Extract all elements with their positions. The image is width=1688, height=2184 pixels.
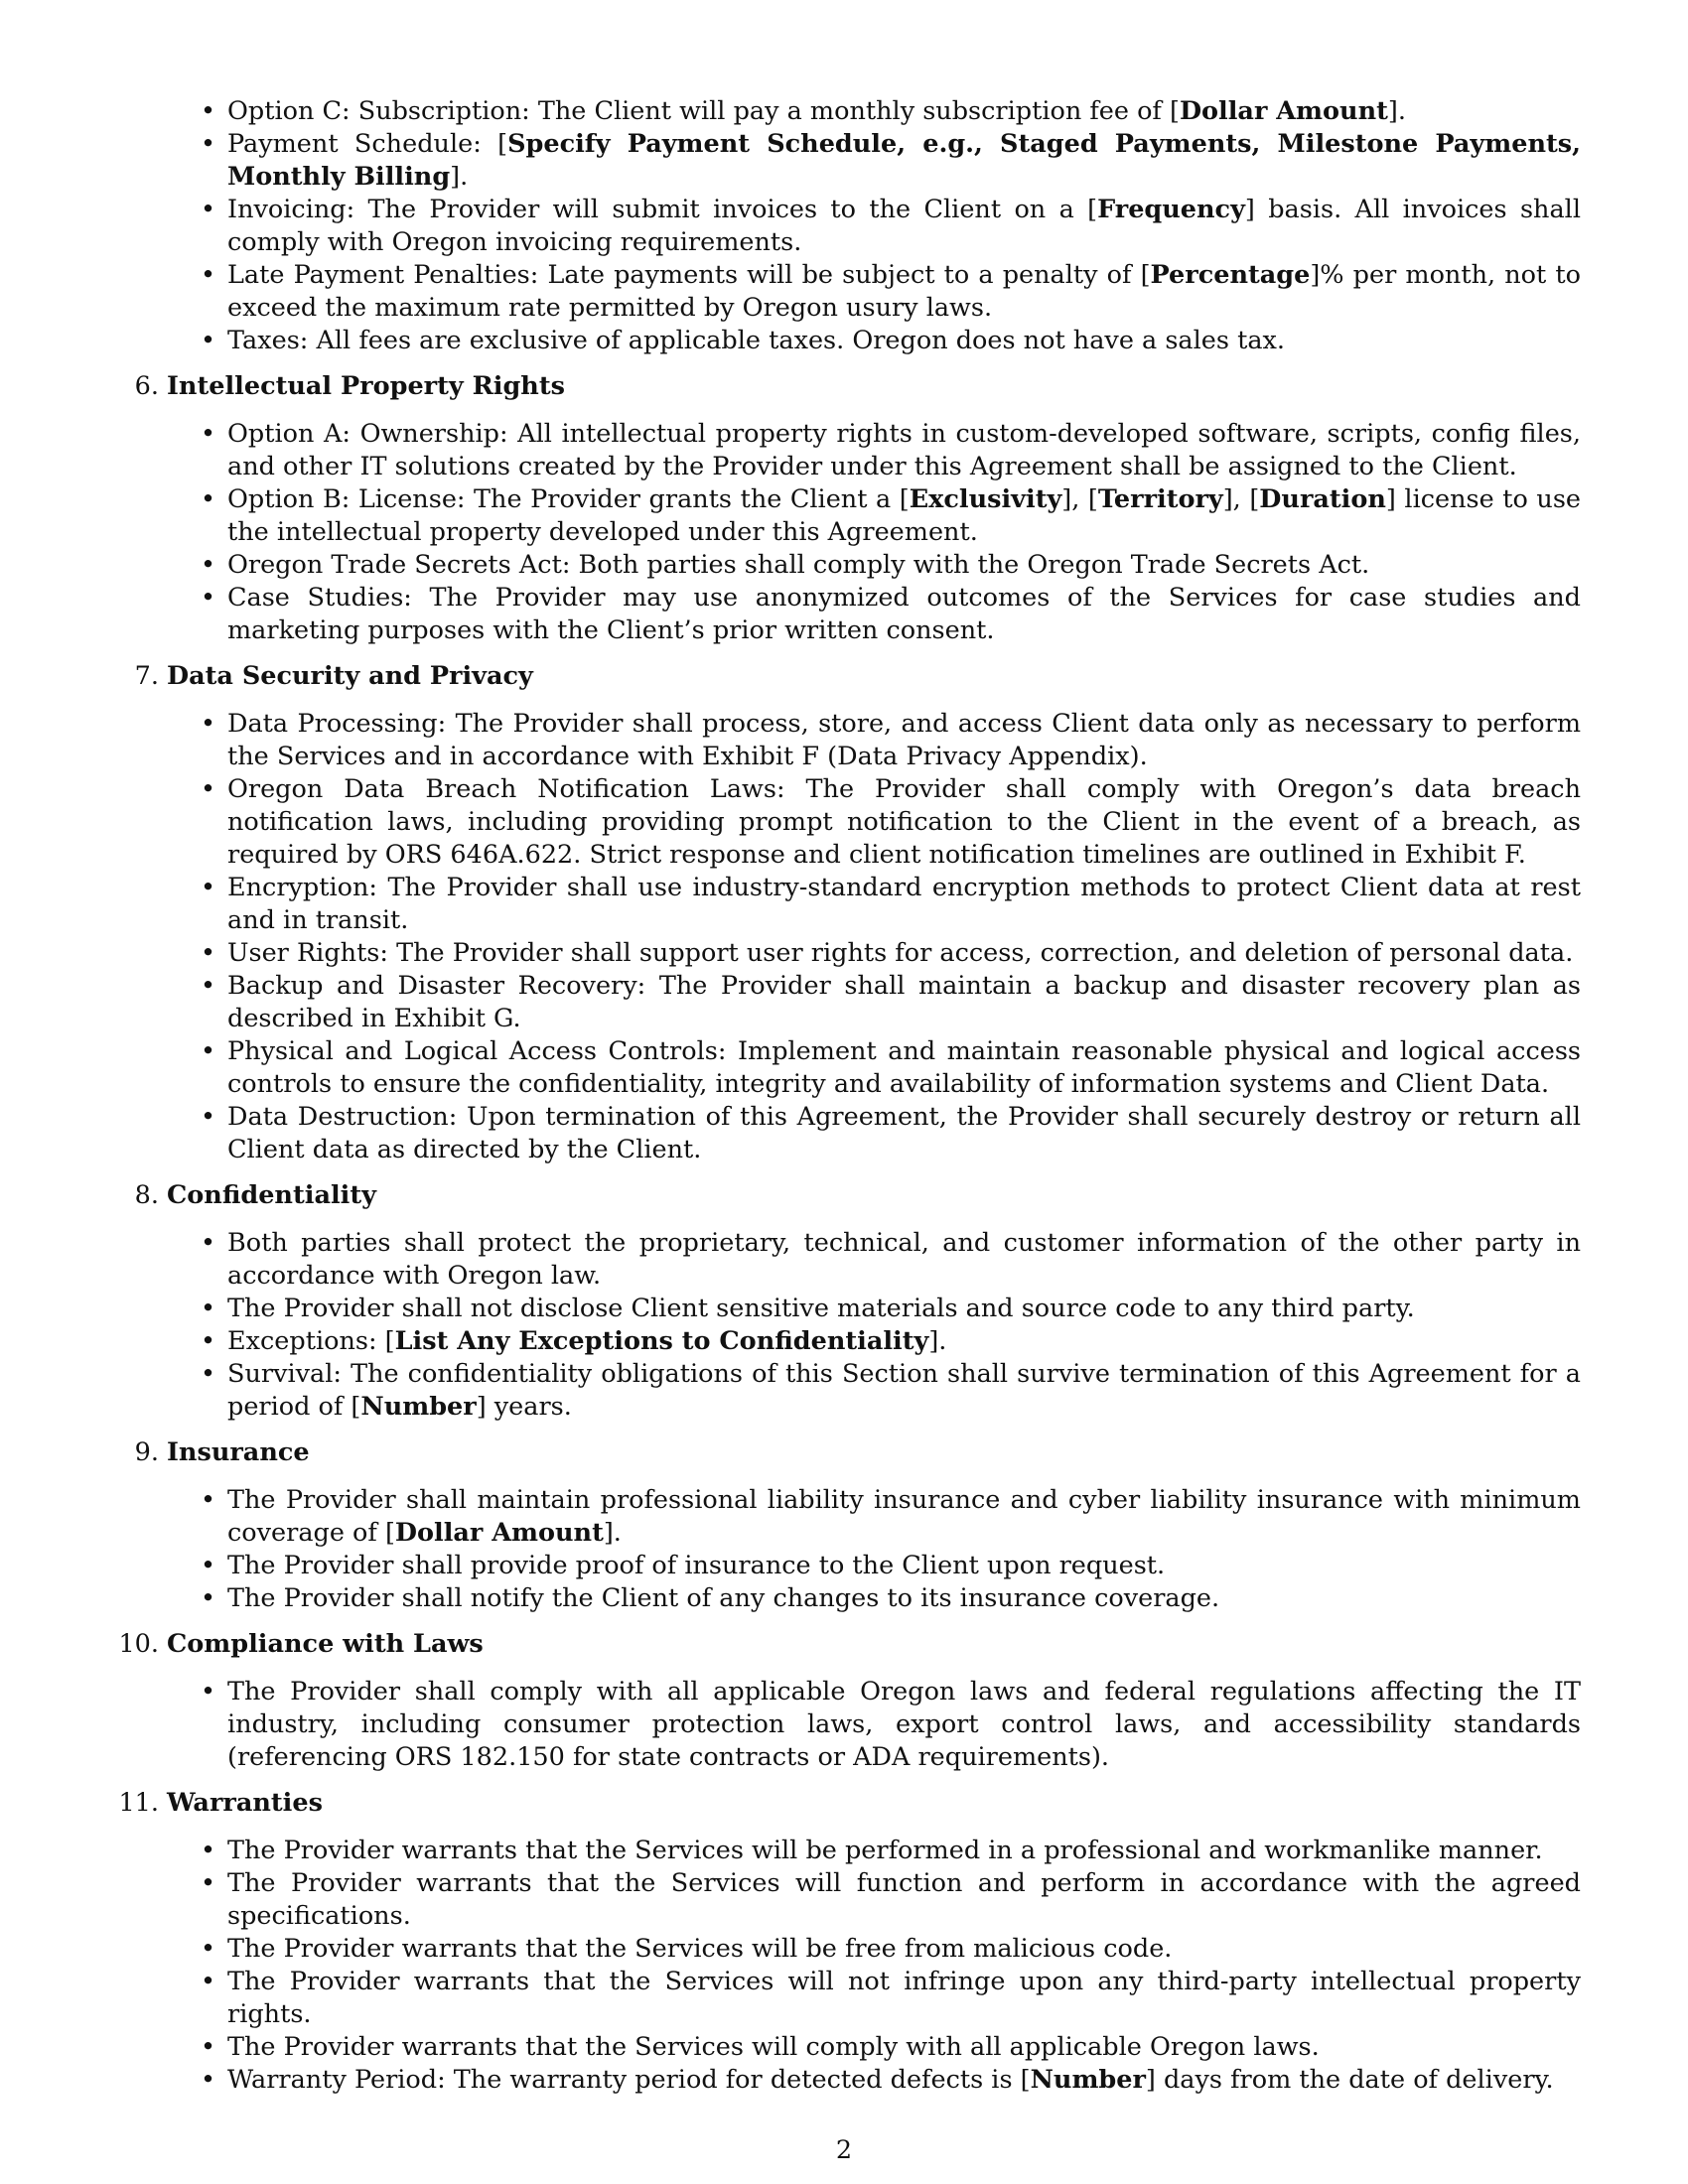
section-list — [167, 1484, 1581, 1615]
list-item: • Option C: Subscription: The Client will pay a monthly subscription fee of [Dollar Amount]. — [167, 95, 1581, 128]
page-number: 2 — [835, 2135, 853, 2165]
section-warranties — [118, 1787, 1581, 2097]
list-item: • Oregon Trade Secrets Act: Both parties shall comply with the Oregon Trade Secrets Act. — [167, 549, 1581, 582]
list-item: • Both parties shall protect the proprietary, technical, and customer information of the other party in accordance with Oregon law. — [167, 1227, 1581, 1293]
section-list — [167, 1227, 1581, 1424]
list-item: • The Provider shall not disclose Client sensitive materials and source code to any third party. — [167, 1293, 1581, 1325]
section-title: Data Security and Privacy — [167, 661, 533, 691]
list-item: • Case Studies: The Provider may use anonymized outcomes of the Services for case studies and marketing purposes with the Client’s prior written consent. — [167, 582, 1581, 647]
section-heading — [118, 1787, 1581, 1820]
list-item: • Option B: License: The Provider grants the Client a [Exclusivity], [Territory], [Duration] license to use the intellectual property developed under this Agreement. — [167, 483, 1581, 549]
section-number: 8. — [134, 1180, 159, 1210]
section-heading — [134, 1179, 1581, 1212]
list-item: • Invoicing: The Provider will submit invoices to the Client on a [Frequency] basis. All invoices shall comply with Oregon invoicing requirements. — [167, 194, 1581, 259]
document-body — [118, 95, 1582, 2097]
section-number: 9. — [134, 1437, 159, 1467]
list-item: • Data Processing: The Provider shall process, store, and access Client data only as necessary to perform the Services and in accordance with Exhibit F (Data Privacy Appendix). — [167, 708, 1581, 773]
list-item: • Payment Schedule: [Specify Payment Schedule, e.g., Staged Payments, Milestone Payments, Monthly Billing]. — [167, 128, 1581, 194]
list-item: • The Provider shall notify the Client of any changes to its insurance coverage. — [167, 1582, 1581, 1615]
section-number: 7. — [134, 661, 159, 691]
section-number: 6. — [134, 371, 159, 401]
list-item: • Late Payment Penalties: Late payments will be subject to a penalty of [Percentage]% per month, not to exceed the maximum rate permitted by Oregon usury laws. — [167, 259, 1581, 325]
section-heading — [118, 1628, 1581, 1661]
section-title: Warranties — [167, 1788, 323, 1818]
section-list — [167, 418, 1581, 647]
list-item: • The Provider shall provide proof of insurance to the Client upon request. — [167, 1550, 1581, 1582]
list-item: • Data Destruction: Upon termination of this Agreement, the Provider shall securely destroy or return all Client data as directed by the Client. — [167, 1101, 1581, 1166]
list-item: • Warranty Period: The warranty period for detected defects is [Number] days from the date of delivery. — [167, 2064, 1581, 2097]
list-item: • The Provider warrants that the Services will be performed in a professional and workmanlike manner. — [167, 1835, 1581, 1867]
section-number: 11. — [118, 1788, 159, 1818]
list-item: • The Provider shall maintain professional liability insurance and cyber liability insurance with minimum coverage of [Dollar Amount]. — [167, 1484, 1581, 1550]
list-item: • The Provider warrants that the Services will function and perform in accordance with the agreed specifications. — [167, 1867, 1581, 1933]
payment-terms-list — [167, 95, 1581, 357]
section-insurance — [134, 1436, 1581, 1615]
list-item: • The Provider warrants that the Services will not infringe upon any third-party intellectual property rights. — [167, 1966, 1581, 2031]
section-heading — [134, 370, 1581, 403]
section-data-security — [134, 660, 1581, 1166]
list-item: • Backup and Disaster Recovery: The Provider shall maintain a backup and disaster recovery plan as described in Exhibit G. — [167, 970, 1581, 1035]
section-intellectual-property — [134, 370, 1582, 647]
section-title: Insurance — [167, 1437, 310, 1467]
list-item: • Survival: The confidentiality obligations of this Section shall survive termination of this Agreement for a period of [Number] years. — [167, 1358, 1581, 1424]
section-title: Confidentiality — [167, 1180, 376, 1210]
list-item: • Physical and Logical Access Controls: Implement and maintain reasonable physical and logical access controls to ensure the confidentiality, integrity and availability of information systems and Client Data. — [167, 1035, 1581, 1101]
list-item: • The Provider shall comply with all applicable Oregon laws and federal regulations affecting the IT industry, including consumer protection laws, export control laws, and accessibility standards (referencing ORS 182.150 for state contracts or ADA requirements). — [167, 1676, 1581, 1774]
section-list — [167, 708, 1581, 1166]
list-item: • User Rights: The Provider shall support user rights for access, correction, and deletion of personal data. — [167, 937, 1581, 970]
list-item: • Oregon Data Breach Notification Laws: The Provider shall comply with Oregon’s data breach notification laws, including providing prompt notification to the Client in the event of a breach, as required by ORS 646A.622. Strict response and client notification timelines are outlined in Exhibit F. — [167, 773, 1581, 872]
section-heading — [134, 660, 1581, 693]
list-item: • Option A: Ownership: All intellectual property rights in custom-developed software, scripts, config files, and other IT solutions created by the Provider under this Agreement shall be assigned to the Client. — [167, 418, 1581, 483]
list-item: • Taxes: All fees are exclusive of applicable taxes. Oregon does not have a sales tax. — [167, 325, 1581, 357]
section-compliance — [118, 1628, 1581, 1774]
section-list — [167, 1835, 1581, 2097]
list-item: • The Provider warrants that the Services will comply with all applicable Oregon laws. — [167, 2031, 1581, 2064]
section-heading — [134, 1436, 1581, 1469]
section-list — [167, 1676, 1581, 1774]
list-item: • Exceptions: [List Any Exceptions to Confidentiality]. — [167, 1325, 1581, 1358]
list-item: • The Provider warrants that the Services will be free from malicious code. — [167, 1933, 1581, 1966]
section-title: Compliance with Laws — [167, 1629, 484, 1659]
section-title: Intellectual Property Rights — [167, 371, 565, 401]
section-number: 10. — [118, 1629, 159, 1659]
section-confidentiality — [134, 1179, 1581, 1424]
list-item: • Encryption: The Provider shall use industry-standard encryption methods to protect Client data at rest and in transit. — [167, 872, 1581, 937]
